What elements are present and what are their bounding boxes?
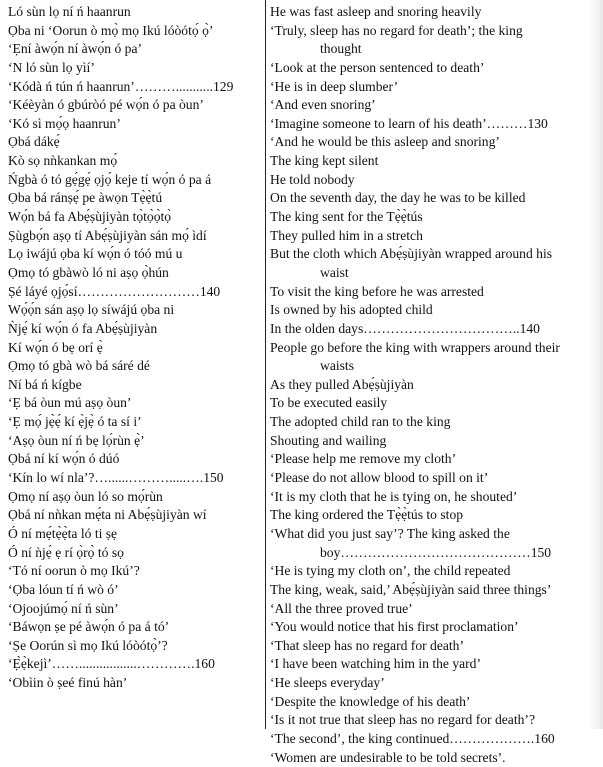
yoruba-verse-line: ‘Ojoojúmọ́ ní ń sùn’ <box>8 600 119 616</box>
yoruba-verse-line: Kò sọ nǹkankan mọ́ <box>8 153 118 169</box>
english-verse-line: The king, weak, said,’ Abẹ́ṣùjiyàn said three things’ <box>270 581 552 597</box>
english-verse-line: ‘And even snoring’ <box>270 97 376 113</box>
yoruba-verse-line: Ọbá dákẹ́ <box>8 134 60 150</box>
yoruba-verse-line: Kí wọ́n ó bẹ orí ẹ̀ <box>8 339 103 355</box>
english-verse-line: Is owned by his adopted child <box>270 302 433 318</box>
yoruba-verse-line: ‘Ọba lóun tí ń wò ó’ <box>8 581 119 597</box>
yoruba-verse-line: Ṣùgbọ́n aṣọ tí Abẹ́ṣùjiyàn sán mọ́ ìdí <box>8 227 207 243</box>
yoruba-verse-line: Lọ iwájú ọba kí wọ́n ó tóó mú u <box>8 246 183 262</box>
yoruba-verse-line: Ní bá ń kígbe <box>8 376 82 392</box>
yoruba-verse-line: Ọmọ tó gbà wò bá sáré dé <box>8 358 150 374</box>
english-verse-line: ‘He is tying my cloth on’, the child repeated <box>270 563 511 579</box>
english-verse-line: The king kept silent <box>270 153 379 169</box>
yoruba-verse-line: Ọmọ ní aṣọ òun ló so mọ́rùn <box>8 488 163 504</box>
yoruba-verse-line: Wọ́ọ́n sán aṣọ lọ síwájú ọba ni <box>8 302 175 318</box>
english-verse-line: But the cloth which Abẹ́ṣùjiyàn wrapped around his <box>270 246 553 262</box>
english-verse-continuation: waists <box>320 358 354 374</box>
english-verse-line: ‘You would notice that his first proclamation’ <box>270 619 519 635</box>
english-verse-line: The adopted child ran to the king <box>270 414 451 430</box>
english-verse-line: ‘It is my cloth that he is tying on, he shouted’ <box>270 488 518 504</box>
yoruba-verse-line: Ṣé láyé ọjọ́sí………………………140 <box>8 283 221 299</box>
english-verse-line: ‘I have been watching him in the yard’ <box>270 656 482 672</box>
yoruba-verse-line: ‘Ẹ bá òun mú aṣọ òun’ <box>8 395 132 411</box>
english-verse-line: ‘Please do not allow blood to spill on it’ <box>270 470 489 486</box>
english-verse-line: He told nobody <box>270 171 355 187</box>
english-verse-line: The king ordered the Tẹ̀ẹ̀tús to stop <box>270 507 464 523</box>
english-verse-line: ‘He is in deep slumber’ <box>270 78 399 94</box>
yoruba-verse-line: Ọba bá ránṣẹ́ pe àwọn Tẹ̀ẹ̀tú <box>8 190 163 206</box>
english-verse-line: Shouting and wailing <box>270 432 387 448</box>
english-verse-line: ‘Is it not true that sleep has no regard for death’? <box>270 712 535 728</box>
yoruba-verse-line: ‘Obìin ò ṣeé finú hàn’ <box>8 675 128 691</box>
english-verse-line: People go before the king with wrappers around their <box>270 339 560 355</box>
yoruba-verse-line: Ọbá ní kí wọ́n ó dúó <box>8 451 120 467</box>
english-verse-line: ‘Imagine someone to learn of his death’………130 <box>270 115 548 131</box>
yoruba-verse-line: ‘Ẹ̀ẹ̀kejì’…….................………….160 <box>8 656 215 672</box>
english-verse-line: ‘Despite the knowledge of his death’ <box>270 693 471 709</box>
yoruba-verse-line: Ọmọ tó gbàwò ló ni aṣọ ọ̀hún <box>8 264 169 280</box>
yoruba-verse-line: Wọ́n bá fa Abẹ́ṣùjiyàn tọ̀tọ̀ọ̀tọ̀ <box>8 209 172 225</box>
yoruba-verse-line: ‘Kó sì mọ́ọ haanrun’ <box>8 115 121 131</box>
english-verse-line: ‘Women are undesirable to be told secrets’. <box>270 749 506 765</box>
english-translation-column <box>270 3 600 767</box>
yoruba-verse-line: Ó ní mẹ́tẹ̀ẹ̀ta ló ti ṣẹ <box>8 525 118 541</box>
english-verse-line: To visit the king before he was arrested <box>270 283 484 299</box>
english-verse-line: On the seventh day, the day he was to be killed <box>270 190 526 206</box>
english-verse-continuation: waist <box>320 264 349 280</box>
english-verse-line: They pulled him in a stretch <box>270 227 423 243</box>
yoruba-verse-line: Ó ní ǹjẹ́ ẹ rí ọ̀rọ̀ tó sọ <box>8 544 124 560</box>
english-verse-line: To be executed easily <box>270 395 388 411</box>
yoruba-verse-line: Ọbá ní nǹkan mẹ́ta ni Abẹ́ṣùjiyàn wí <box>8 507 207 523</box>
yoruba-verse-line: ‘Kín lo wí nla’?…......……….....….150 <box>8 470 224 486</box>
english-verse-continuation: thought <box>320 41 362 57</box>
english-verse-line: The king sent for the Tẹ̀ẹ̀tús <box>270 209 423 225</box>
yoruba-verse-line: Ọba ni ‘Oorun ò mọ̀ mọ Ikú lóòótọ́ ọ̀’ <box>8 22 214 38</box>
yoruba-verse-line: ‘Kéèyàn ó gbúròó pé wọ́n ó pa òun’ <box>8 97 204 113</box>
yoruba-text-column <box>8 3 260 693</box>
english-verse-line: ‘All the three proved true’ <box>270 600 413 616</box>
english-verse-line: ‘He sleeps everyday’ <box>270 675 385 691</box>
yoruba-verse-line: ‘Ẹní àwọ́n ní àwọ́n ó pa’ <box>8 41 143 57</box>
yoruba-verse-line: Ǹjẹ́ kí wọ́n ó fa Abẹ́ṣùjiyàn <box>8 320 158 336</box>
english-verse-line: ‘And he would be this asleep and snoring’ <box>270 134 500 150</box>
english-verse-line: He was fast asleep and snoring heavily <box>270 4 482 19</box>
yoruba-verse-line: Ńgbà ó tó gẹ́gẹ́ ọjọ́ keje tí wọ́n ó pa á <box>8 171 212 187</box>
column-divider <box>265 0 266 729</box>
page-edge-shadow <box>589 0 603 729</box>
english-verse-line: ‘That sleep has no regard for death’ <box>270 637 465 653</box>
yoruba-verse-line: ‘Ẹ mọ́ jẹ̀ẹ́ kí ẹ̀jẹ̀ ó ta sí i’ <box>8 414 142 430</box>
yoruba-verse-line: ‘Báwọn ṣe pé àwọ́n ó pa á tó’ <box>8 619 170 635</box>
english-verse-line: ‘Truly, sleep has no regard for death’; the king <box>270 22 523 38</box>
english-verse-line: ‘What did you just say’? The king asked the <box>270 525 510 541</box>
english-verse-continuation: boy……………………………………150 <box>320 544 552 560</box>
yoruba-verse-line: ‘N ló sùn lọ yìí’ <box>8 59 95 75</box>
yoruba-verse-line: ‘Tó ní oorun ò mọ Ikú’? <box>8 563 140 579</box>
english-verse-line: ‘Please help me remove my cloth’ <box>270 451 457 467</box>
english-verse-line: As they pulled Abẹ́ṣùjiyàn <box>270 376 414 392</box>
english-verse-line: In the olden days……………………………..140 <box>270 320 540 336</box>
english-verse-line: ‘The second’, the king continued……………….160 <box>270 730 555 746</box>
yoruba-verse-line: Ló sùn lọ ní ń haanrun <box>8 4 131 19</box>
yoruba-verse-line: ‘Kódà ń tún ń haanrun’………...........129 <box>8 78 234 94</box>
english-verse-line: ‘Look at the person sentenced to death’ <box>270 59 485 75</box>
yoruba-verse-line: ‘Ṣe Oorún sì mọ Ikú lóòótọ̀’? <box>8 637 168 653</box>
yoruba-verse-line: ‘Aṣọ òun ní ń bẹ lọ́rùn ẹ̀’ <box>8 432 145 448</box>
